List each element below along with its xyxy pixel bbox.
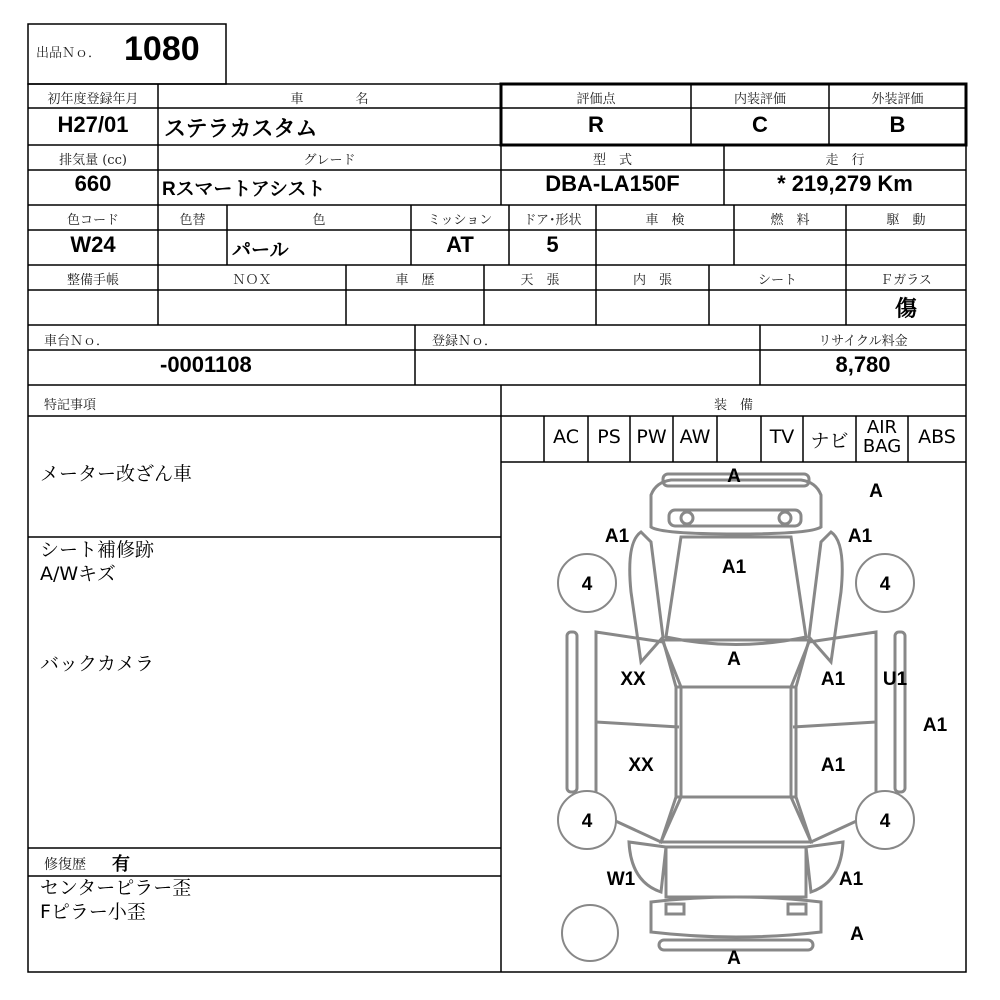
grade-label: グレード [303,153,356,168]
equipment-navi: ナビ [810,430,849,452]
repair-history-label: 修復歴 [44,857,86,873]
inspection-label: 車 検 [645,213,685,228]
damage-code-right-front-door: A1 [820,669,846,690]
equipment-pw: PW [636,426,667,448]
chassis-label: 車台Ｎｏ． [44,334,110,349]
damage-code-front-bumper: A [727,466,741,487]
damage-code-right-front-wheel: 4 [879,574,891,595]
color-value: パール [232,240,289,261]
damage-code-left-front-fender: A1 [604,526,630,547]
exterior-value: B [889,112,906,137]
recycle-fee-value: 8,780 [835,352,891,377]
seat-label: シート [757,273,797,288]
chassis-value: -0001108 [160,352,252,377]
nox-label: ＮＯＸ [232,273,272,288]
drive-label: 駆 動 [886,213,926,228]
color-code-label: 色コード [66,213,119,228]
car-name-value: ステラカスタム [164,116,318,141]
car-name-label: 車 名 [290,92,369,107]
damage-code-hood: A1 [721,557,747,578]
damage-code-right-front-fender: A1 [847,526,873,547]
front-glass-label: Ｆガラス [880,273,932,288]
damage-code-right-rear-wheel: 4 [879,811,891,832]
damage-code-left-rear-wheel: 4 [581,811,593,832]
equipment-abs: ABS [918,426,956,448]
exterior-label: 外装評価 [871,92,924,107]
registration-no-label: 登録Ｎｏ． [432,334,498,349]
lot-number: 1080 [124,30,200,68]
equipment-label: 装 備 [713,398,753,413]
door-value: 5 [546,232,559,257]
interior-value: C [752,112,768,137]
damage-code-left-front-door: XX [620,669,646,690]
recycle-fee-label: リサイクル料金 [818,334,908,349]
door-label: ドア･形状 [523,213,582,228]
lot-label: 出品Ｎｏ． [36,46,102,61]
model-label: 型 式 [592,153,632,168]
notes-block-2: シート補修跡 A/Wキズ バックカメラ [40,539,155,675]
wheels [558,554,914,961]
notes-block-3: センターピラー歪 Fピラー小歪 [40,877,192,923]
damage-code-left-rear-quarter: W1 [606,869,636,890]
registration-value: H27/01 [57,112,129,137]
mileage-label: 走 行 [825,153,865,168]
displacement-value: 660 [74,171,112,196]
damage-code-left-front-wheel: 4 [581,574,593,595]
mission-value: AT [446,232,474,257]
equipment-airbag: AIR BAG [862,417,902,457]
color-label: 色 [312,213,326,228]
mission-label: ミッション [427,213,493,228]
equipment-ac: AC [553,426,579,448]
inner-lining-label: 内 張 [632,273,672,288]
damage-code-right-rear-quarter: A1 [838,869,864,890]
damage-code-roof: A [727,649,741,670]
repair-history-value: 有 [112,854,130,874]
damage-code-front-right: A [869,481,883,502]
equipment-ps: PS [597,426,621,448]
score-label: 評価点 [576,92,616,107]
maintenance-label: 整備手帳 [66,273,119,288]
score-value: R [588,112,604,137]
front-glass-value: 傷 [894,296,917,321]
registration-label: 初年度登録年月 [47,92,139,107]
model-value: DBA-LA150F [545,171,680,196]
mileage-value: * 219,279 Km [777,171,913,196]
damage-code-left-rear-door: XX [628,755,654,776]
displacement-label: 排気量 (cc) [59,153,127,168]
equipment-aw: AW [679,426,711,448]
damage-code-rear-right: A [850,924,864,945]
history-label: 車 歴 [395,273,435,288]
color-code-value: W24 [70,232,116,257]
damage-code-rear-bumper: A [727,948,741,969]
interior-label: 内装評価 [733,92,786,107]
fuel-label: 燃 料 [770,213,810,228]
damage-code-right-side-outer: A1 [922,715,948,736]
notes-block-1: メーター改ざん車 [40,463,193,485]
grade-value: Rスマートアシスト [162,179,326,200]
car-damage-diagram [501,462,966,972]
damage-code-right-side-front: U1 [882,669,908,690]
roof-lining-label: 天 張 [520,273,560,288]
damage-code-right-rear-door: A1 [820,755,846,776]
color-change-label: 色替 [179,213,206,228]
notes-label: 特記事項 [44,398,97,413]
equipment-tv: TV [769,426,795,448]
